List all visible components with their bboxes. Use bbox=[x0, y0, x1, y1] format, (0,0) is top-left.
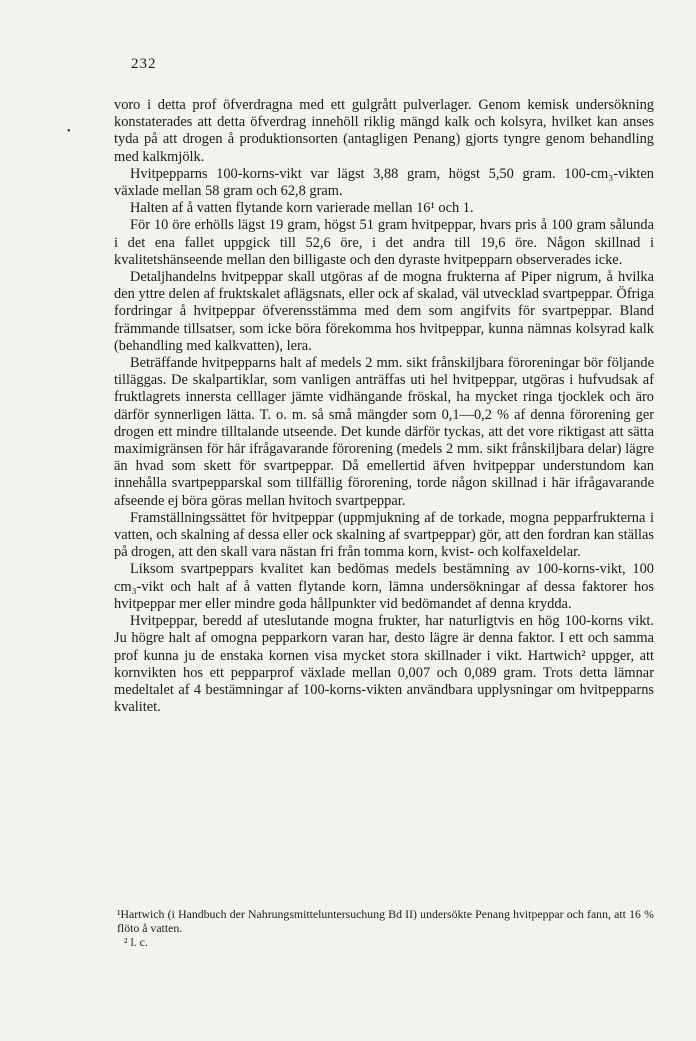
paragraph: Halten af å vatten flytande korn varierade mellan 16¹ och 1. bbox=[130, 200, 474, 217]
margin-mark: • bbox=[67, 126, 71, 137]
body-text bbox=[114, 97, 654, 716]
paragraph: Beträffande hvitpepparns halt af medels 2 mm. sikt frånskiljbara föroreningar bör följande tilläggas. De skalpartiklar, som vanligen anträffas uti hel hvitpeppar, utgöras i hufvudsak af fruktlagrets innersta celllager jämte vidhängande fröskal, ha mycket ringa tjocklek och äro därför synnerligen lätta. T. o. m. så små mängder som 0,1—0,2 % af denna förorening ger drogen ett mindre tilltalande utseende. Det kunde därför tyckas, att det vore riktigast att sätta maximigränsen för här ifrågavarande förorening (medels 2 mm. sikt frånskiljbara delar) lägre än hvad som skett för svartpeppar. Då emellertid äfven hvitpeppar understundom kan innehålla svartpepparskal som tillfällig förorening, torde någon skillnad i här ifrågavarande afseende ej böra göras mellan hvitoch svartpeppar. bbox=[114, 355, 654, 509]
page-number: 232 bbox=[131, 56, 157, 72]
paragraph: För 10 öre erhölls lägst 19 gram, högst 51 gram hvitpeppar, hvars pris å 100 gram sålunda i det ena fallet uppgick till 52,6 öre, i det andra till 19,6 öre. Någon skillnad i kvalitetshänseende mellan den billigaste och den dyraste hvitpepparn observerades icke. bbox=[114, 217, 654, 268]
paragraph: voro i detta prof öfverdragna med ett gulgrått pulverlager. Genom kemisk undersökning konstaterades att detta öfverdrag innehöll riklig mängd kalk och kolsyra, hvilket kan anses tyda på att drogen å produktionsorten (antagligen Penang) gjorts tyngre genom behandling med kalkmjölk. bbox=[114, 97, 654, 165]
footnote: ¹Hartwich (i Handbuch der Nahrungsmitteluntersuchung Bd II) undersökte Penang hvitpeppar och fann, att 16 % flöto å vatten. bbox=[117, 907, 654, 935]
footnote: ² l. c. bbox=[124, 935, 148, 949]
paragraph: Liksom svartpeppars kvalitet kan bedömas medels bestämning av 100-korns-vikt, 100 cm₃-vikt och halt af å vatten flytande korn, lämna undersökningar af dessa faktorer hos hvitpeppar mer eller mindre goda hållpunkter vid bedömandet af denna krydda. bbox=[114, 561, 654, 612]
paragraph: Detaljhandelns hvitpeppar skall utgöras af de mogna frukterna af Piper nigrum, å hvilka den yttre delen af fruktskalet aflägsnats, eller ock af skalad, väl utvecklad svartpeppar. Öfriga fordringar å hvitpeppar öfverensstämma med dem som angifvits för svartpeppar. Bland främmande tillsatser, som icke böra förekomma hos hvitpeppar, kunna nämnas kolsyrad kalk (behandling med kalkvatten), lera. bbox=[114, 269, 654, 354]
paragraph: Hvitpeppar, beredd af uteslutande mogna frukter, har naturligtvis en hög 100-korns vikt. Ju högre halt af omogna pepparkorn varan har, desto lägre är denna faktor. I ett och samma prof kunna ju de enstaka kornen visa mycket stora skillnader i vikt. Hartwich² uppger, att kornvikten hos ett pepparprof växlade mellan 0,007 och 0,089 gram. Trots detta lämnar medeltalet af 4 bestämningar af 100-korns-vikten användbara upplysningar om hvitpepparns kvalitet. bbox=[114, 613, 654, 716]
footnotes bbox=[117, 907, 654, 949]
paragraph: Framställningssättet för hvitpeppar (uppmjukning af de torkade, mogna pepparfrukterna i vatten, och skalning af dessa eller ock skalning af svartpeppar) gör, att den fordran kan ställas på drogen, att den skall vara nästan fri från tomma korn, kvist- och kolfaxeldelar. bbox=[114, 509, 654, 561]
paragraph: Hvitpepparns 100-korns-vikt var lägst 3,88 gram, högst 5,50 gram. 100-cm₃-vikten växlade mellan 58 gram och 62,8 gram. bbox=[114, 165, 654, 200]
